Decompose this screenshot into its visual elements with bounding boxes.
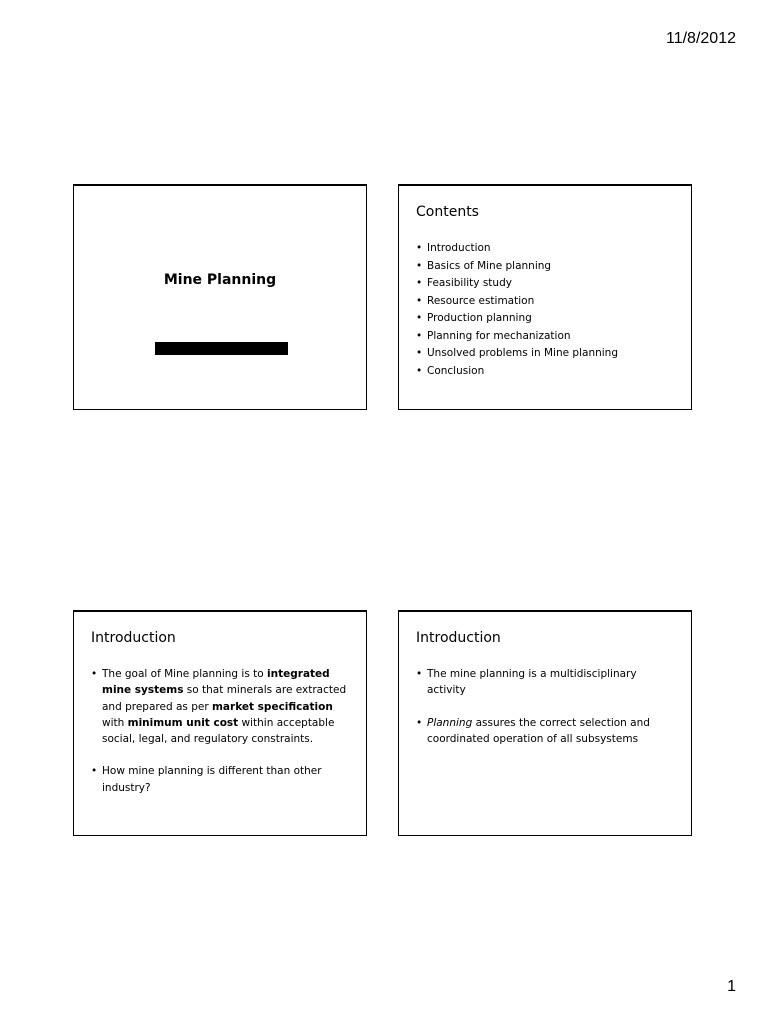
page-date: 11/8/2012 bbox=[666, 30, 736, 47]
slide-introduction-2 bbox=[398, 610, 692, 836]
bold-text: integrated mine systems bbox=[102, 668, 330, 697]
contents-list bbox=[416, 240, 683, 380]
list-item: • How mine planning is different than other industry? bbox=[91, 763, 352, 796]
bold-text: market specification bbox=[211, 700, 333, 713]
page-number: 1 bbox=[727, 978, 736, 995]
list-item: • Feasibility study bbox=[416, 275, 683, 293]
redacted-bar bbox=[155, 342, 288, 355]
italic-text: Planning bbox=[427, 716, 473, 729]
text-run: with bbox=[102, 716, 128, 729]
list-item: • Production planning bbox=[416, 310, 683, 328]
list-item: • Planning for mechanization bbox=[416, 328, 683, 346]
list-item: • Unsolved problems in Mine planning bbox=[416, 345, 683, 363]
slide-contents bbox=[398, 184, 692, 410]
list-item bbox=[91, 666, 352, 747]
slide-heading: Contents bbox=[416, 204, 479, 220]
list-item: • Introduction bbox=[416, 240, 683, 258]
list-item: • Basics of Mine planning bbox=[416, 258, 683, 276]
text-run: so that minerals are extracted and prepared as per bbox=[102, 684, 347, 713]
list-item: • Resource estimation bbox=[416, 293, 683, 311]
slide-title bbox=[73, 184, 367, 410]
slide-title-heading: Mine Planning bbox=[163, 272, 277, 288]
text-run: within acceptable social, legal, and regulatory constraints. bbox=[102, 716, 335, 746]
bullet-list bbox=[91, 666, 352, 812]
list-item: • The mine planning is a multidisciplinary activity bbox=[416, 666, 677, 699]
bold-text: minimum unit cost bbox=[127, 716, 239, 729]
bullet-list bbox=[416, 666, 677, 763]
slide-heading: Introduction bbox=[91, 630, 176, 646]
text-run: assures the correct selection and coordinated operation of all subsystems bbox=[427, 716, 650, 745]
slide-heading: Introduction bbox=[416, 630, 501, 646]
list-item: • Conclusion bbox=[416, 363, 683, 381]
text-run: The goal of Mine planning is to bbox=[102, 668, 268, 680]
list-item bbox=[416, 715, 677, 748]
slide-introduction-1 bbox=[73, 610, 367, 836]
